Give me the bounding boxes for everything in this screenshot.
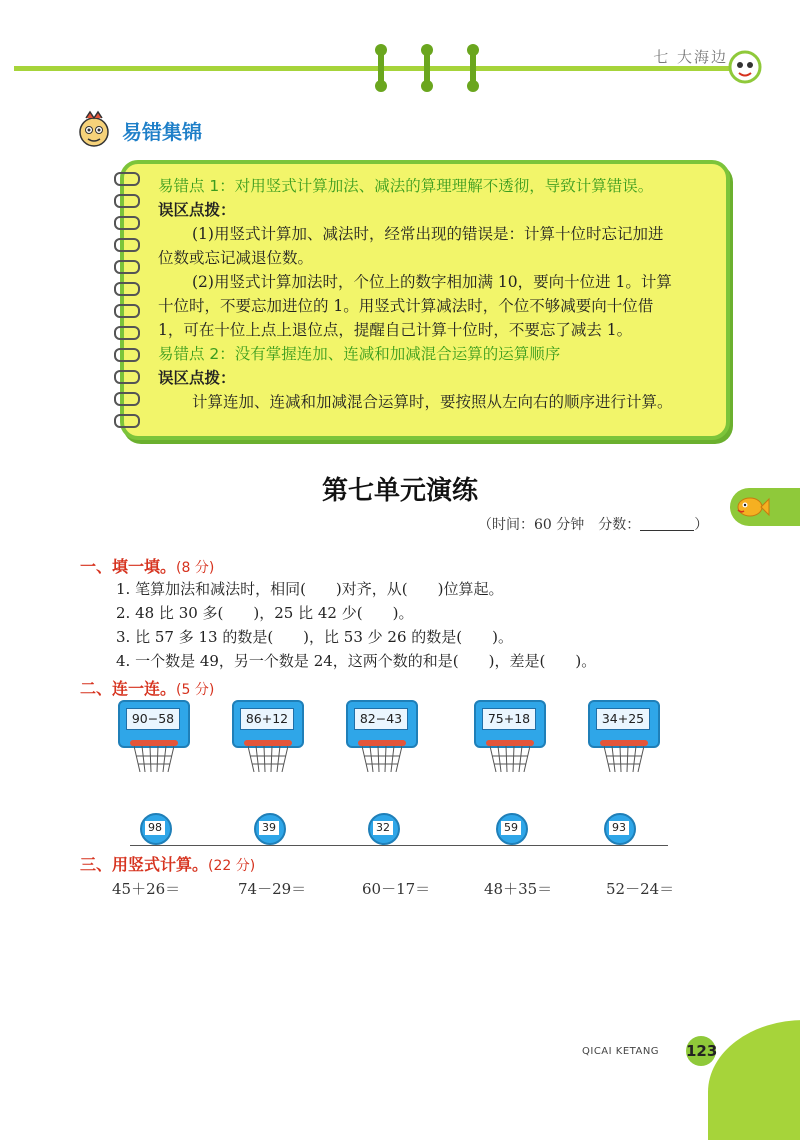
time-text: （时间：60 分钟 分数：	[478, 517, 641, 533]
corner-decoration	[708, 1020, 800, 1140]
basket-hoop[interactable]	[346, 700, 418, 778]
tip-line: 1，可在十位上点上退位点，提醒自己计算十位时，不要忘了减去 1。	[158, 321, 633, 339]
notebook-ring	[114, 414, 140, 428]
tip-line: 十位时，不要忘加进位的 1。用竖式计算减法时，个位不够减要向十位借	[158, 297, 654, 315]
basket-expression: 34+25	[596, 708, 650, 730]
answer-ball[interactable]	[368, 813, 400, 845]
header-bar	[14, 66, 734, 71]
time-score-line	[478, 514, 708, 534]
notebook-ring	[114, 326, 140, 340]
calc-problem: 52－24＝	[606, 880, 675, 898]
thinking-mascot-icon	[72, 108, 116, 152]
tip-line: 计算连加、连减和加减混合运算时，要按照从左向右的顺序进行计算。	[192, 393, 673, 411]
notebook-ring	[114, 348, 140, 362]
chapter-title: 七 大海边	[653, 48, 728, 66]
answer-ball[interactable]	[496, 813, 528, 845]
binder-rivet	[378, 48, 384, 88]
section-points: (8 分)	[176, 560, 215, 576]
section-1-heading	[80, 554, 214, 577]
answer-ball[interactable]	[140, 813, 172, 845]
question-2: 2. 48 比 30 多( )，25 比 42 少( )。	[116, 604, 414, 622]
tip-line: (1)用竖式计算加、减法时，经常出现的错误是：计算十位时忘记加进	[192, 225, 664, 243]
section-title: 一、填一填。	[80, 557, 177, 576]
notebook-ring	[114, 194, 140, 208]
answer-ball[interactable]	[604, 813, 636, 845]
mistake-point-1: 易错点 1：对用竖式计算加法、减法的算理理解不透彻，导致计算错误。	[158, 177, 654, 195]
ground-line	[130, 845, 668, 846]
mistake-point-2: 易错点 2：没有掌握连加、连减和加减混合运算的运算顺序	[158, 345, 561, 363]
tip-line: 位数或忘记减退位数。	[158, 249, 314, 267]
binder-rivet	[470, 48, 476, 88]
notebook-ring	[114, 370, 140, 384]
ball-number: 98	[145, 821, 165, 835]
basket-expression: 90−58	[126, 708, 180, 730]
section-points: (5 分)	[176, 682, 215, 698]
ball-number: 93	[609, 821, 629, 835]
basket-expression: 82−43	[354, 708, 408, 730]
page-number: 123	[686, 1036, 716, 1066]
calc-problem: 48＋35＝	[484, 880, 553, 898]
notebook-ring	[114, 392, 140, 406]
basket-hoop[interactable]	[588, 700, 660, 778]
time-close: ）	[694, 517, 709, 533]
basket-expression: 75+18	[482, 708, 536, 730]
footer-brand: QICAI KETANG	[582, 1046, 660, 1057]
section-points: (22 分)	[208, 858, 256, 874]
question-3: 3. 比 57 多 13 的数是( )，比 53 少 26 的数是( )。	[116, 628, 513, 646]
basket-expression: 86+12	[240, 708, 294, 730]
mascot-icon	[728, 50, 762, 84]
tip-label: 误区点拨：	[158, 201, 236, 219]
calc-problem: 60－17＝	[362, 880, 431, 898]
basket-hoop[interactable]	[474, 700, 546, 778]
fish-icon	[734, 490, 770, 524]
notebook-ring	[114, 282, 140, 296]
answer-ball[interactable]	[254, 813, 286, 845]
tip-line: (2)用竖式计算加法时，个位上的数字相加满 10，要向十位进 1。计算	[192, 273, 672, 291]
question-4: 4. 一个数是 49，另一个数是 24，这两个数的和是( )，差是( )。	[116, 652, 597, 670]
score-blank[interactable]	[640, 516, 694, 531]
basket-hoop[interactable]	[232, 700, 304, 778]
section-3-heading	[80, 852, 255, 875]
mistakes-heading: 易错集锦	[122, 120, 202, 144]
notebook-ring	[114, 216, 140, 230]
question-1: 1. 笔算加法和减法时，相同( )对齐，从( )位算起。	[116, 580, 504, 598]
exercise-title: 第七单元演练	[321, 476, 478, 506]
section-2-heading	[80, 676, 214, 699]
notebook-ring	[114, 260, 140, 274]
section-title: 三、用竖式计算。	[80, 855, 209, 874]
binder-rivet	[424, 48, 430, 88]
calc-problem: 45＋26＝	[112, 880, 181, 898]
basket-hoop[interactable]	[118, 700, 190, 778]
ball-number: 39	[259, 821, 279, 835]
section-title: 二、连一连。	[80, 679, 177, 698]
notebook-ring	[114, 304, 140, 318]
notebook-ring	[114, 172, 140, 186]
ball-number: 59	[501, 821, 521, 835]
notebook-ring	[114, 238, 140, 252]
ball-number: 32	[373, 821, 393, 835]
tip-label: 误区点拨：	[158, 369, 236, 387]
calc-problem: 74－29＝	[238, 880, 307, 898]
